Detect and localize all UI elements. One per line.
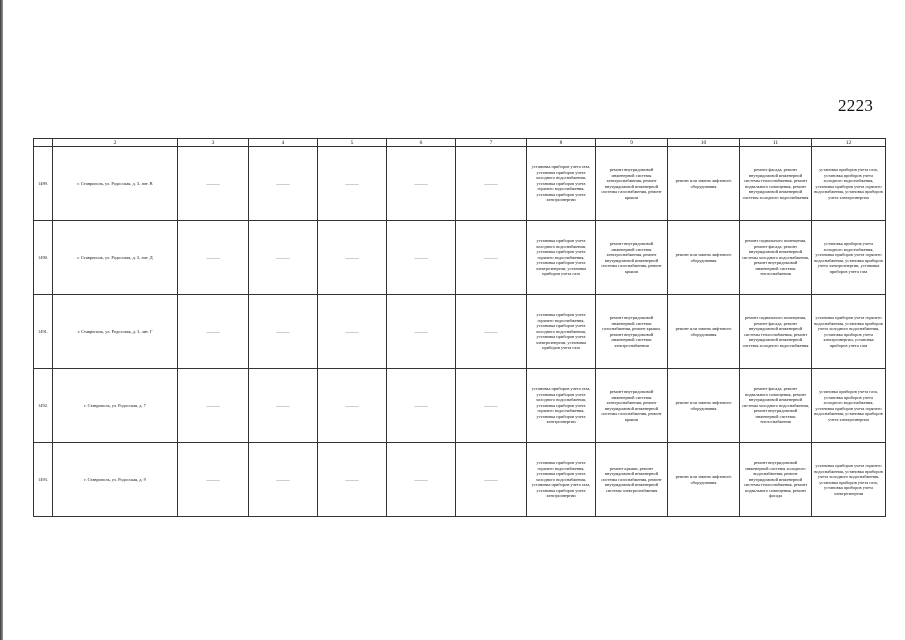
dash-cell: ——— xyxy=(178,295,249,369)
work-cell: установка приборов учета горячего водоснабжения, установка приборов учета холодного водоснабжения, установка приборов учета электроэнергии, установка приборов учета газа xyxy=(812,295,886,369)
row-number: 1493. xyxy=(34,443,53,517)
work-cell: установка приборов учета горячего водоснабжения, установка приборов учета холодного водоснабжения, установка приборов учета электроэнергии, установка приборов учета газа xyxy=(527,295,596,369)
column-header: 9 xyxy=(596,139,668,147)
dash-cell: ——— xyxy=(178,443,249,517)
table-row xyxy=(34,369,886,443)
dash-cell: ——— xyxy=(249,295,318,369)
column-header: 8 xyxy=(527,139,596,147)
work-cell: ремонт или замена лифтового оборудования xyxy=(668,221,740,295)
table-row xyxy=(34,443,886,517)
column-header: 11 xyxy=(740,139,812,147)
work-cell: ремонт внутридомовой инженерной системы электроснабжения, ремонт внутридомовой инженерной системы газоснабжения, ремонт крыши xyxy=(596,147,668,221)
dash-cell: ——— xyxy=(178,147,249,221)
dash-cell: ——— xyxy=(387,369,456,443)
dash-cell: ——— xyxy=(456,443,527,517)
work-cell: ремонт или замена лифтового оборудования xyxy=(668,147,740,221)
row-number: 1492. xyxy=(34,369,53,443)
dash-cell: ——— xyxy=(178,221,249,295)
column-header: 6 xyxy=(387,139,456,147)
dash-cell: ——— xyxy=(249,369,318,443)
row-number: 1489. xyxy=(34,147,53,221)
work-cell: ремонт или замена лифтового оборудования xyxy=(668,295,740,369)
dash-cell: ——— xyxy=(318,369,387,443)
dash-cell: ——— xyxy=(249,147,318,221)
table-row xyxy=(34,295,886,369)
work-cell: ремонт фасада, ремонт подвального помещения, ремонт внутридомовой инженерной системы холодного водоснабжения, ремонт внутридомовой инженерной системы теплоснабжения xyxy=(740,369,812,443)
column-header: 12 xyxy=(812,139,886,147)
dash-cell: ——— xyxy=(178,369,249,443)
work-cell: установка приборов учета горячего водоснабжения, установка приборов учета холодного водоснабжения, установка приборов учета газа, установка приборов учета электроэнергии xyxy=(527,443,596,517)
work-cell: ремонт внутридомовой инженерной системы электроснабжения, ремонт внутридомовой инженерной системы газоснабжения, ремонт крыши xyxy=(596,369,668,443)
work-cell: ремонт крыши, ремонт внутридомовой инженерной системы газоснабжения, ремонт внутридомовой инженерной системы электроснабжения xyxy=(596,443,668,517)
column-header: 2 xyxy=(53,139,178,147)
column-header xyxy=(34,139,53,147)
work-cell: установка приборов учета газа, установка приборов учета холодного водоснабжения, установка приборов учета горячего водоснабжения, установка приборов учета электроэнергии xyxy=(812,369,886,443)
column-number-row xyxy=(34,139,886,147)
repair-schedule-table xyxy=(33,138,886,517)
dash-cell: ——— xyxy=(249,221,318,295)
dash-cell: ——— xyxy=(318,295,387,369)
work-cell: ремонт фасада, ремонт внутридомовой инженерной системы теплоснабжения, ремонт подвального помещения, ремонт внутридомовой инженерной системы холодного водоснабжения xyxy=(740,147,812,221)
scan-edge xyxy=(0,0,3,640)
work-cell: ремонт или замена лифтового оборудования xyxy=(668,369,740,443)
address-cell: г. Ставрополь, ул. Родосская, д. 9 xyxy=(53,443,178,517)
dash-cell: ——— xyxy=(318,221,387,295)
dash-cell: ——— xyxy=(456,221,527,295)
column-header: 3 xyxy=(178,139,249,147)
table-row xyxy=(34,221,886,295)
column-header: 4 xyxy=(249,139,318,147)
column-header: 5 xyxy=(318,139,387,147)
row-number: 1490. xyxy=(34,221,53,295)
address-cell: г. Ставрополь, ул. Родосская, д. 3, лит. Д xyxy=(53,221,178,295)
dash-cell: ——— xyxy=(318,443,387,517)
dash-cell: ——— xyxy=(387,147,456,221)
work-cell: ремонт внутридомовой инженерной системы газоснабжения, ремонт крыши, ремонт внутридомовой инженерной системы электроснабжения xyxy=(596,295,668,369)
work-cell: ремонт внутридомовой инженерной системы холодного водоснабжения, ремонт внутридомовой инженерной системы теплоснабжения, ремонт подвального помещения, ремонт фасада xyxy=(740,443,812,517)
row-number: 1491. xyxy=(34,295,53,369)
address-cell: г. Ставрополь, ул. Родосская, д. 3, лит. Г xyxy=(53,295,178,369)
work-cell: установка приборов учета холодного водоснабжения, установка приборов учета горячего водоснабжения, установка приборов учета электроэнергии, установка приборов учета газа xyxy=(527,221,596,295)
address-cell: г. Ставрополь, ул. Родосская, д. 7 xyxy=(53,369,178,443)
work-cell: установка приборов учета холодного водоснабжения, установка приборов учета горячего водоснабжения, установка приборов учета электроэнергии, установка приборов учета газа xyxy=(812,221,886,295)
page-number: 2223 xyxy=(838,96,874,115)
work-cell: установка приборов учета горячего водоснабжения, установка приборов учета холодного водоснабжения, установка приборов учета газа, установка приборов учета электроэнергии xyxy=(812,443,886,517)
dash-cell: ——— xyxy=(387,221,456,295)
work-cell: ремонт подвального помещения, ремонт фасада, ремонт внутридомовой инженерной системы холодного водоснабжения, ремонт внутридомовой инженерной системы теплоснабжения xyxy=(740,221,812,295)
dash-cell: ——— xyxy=(387,443,456,517)
work-cell: ремонт или замена лифтового оборудования xyxy=(668,443,740,517)
column-header: 10 xyxy=(668,139,740,147)
dash-cell: ——— xyxy=(456,369,527,443)
work-cell: ремонт внутридомовой инженерной системы электроснабжения, ремонт внутридомовой инженерной системы газоснабжения, ремонт крыши xyxy=(596,221,668,295)
dash-cell: ——— xyxy=(456,147,527,221)
dash-cell: ——— xyxy=(387,295,456,369)
table-row xyxy=(34,147,886,221)
column-header: 7 xyxy=(456,139,527,147)
work-cell: установка приборов учета газа, установка приборов учета холодного водоснабжения, установка приборов учета горячего водоснабжения, установка приборов учета электроэнергии xyxy=(812,147,886,221)
work-cell: установка приборов учета газа, установка приборов учета холодного водоснабжения, установка приборов учета горячего водоснабжения, установка приборов учета электроэнергии xyxy=(527,147,596,221)
work-cell: установка приборов учета газа, установка приборов учета холодного водоснабжения, установка приборов учета горячего водоснабжения, установка приборов учета электроэнергии xyxy=(527,369,596,443)
dash-cell: ——— xyxy=(249,443,318,517)
work-cell: ремонт подвального помещения, ремонт фасада, ремонт внутридомовой инженерной системы теплоснабжения, ремонт внутридомовой инженерной системы холодного водоснабжения xyxy=(740,295,812,369)
address-cell: г. Ставрополь, ул. Родосская, д. 3, лит. В xyxy=(53,147,178,221)
dash-cell: ——— xyxy=(456,295,527,369)
dash-cell: ——— xyxy=(318,147,387,221)
